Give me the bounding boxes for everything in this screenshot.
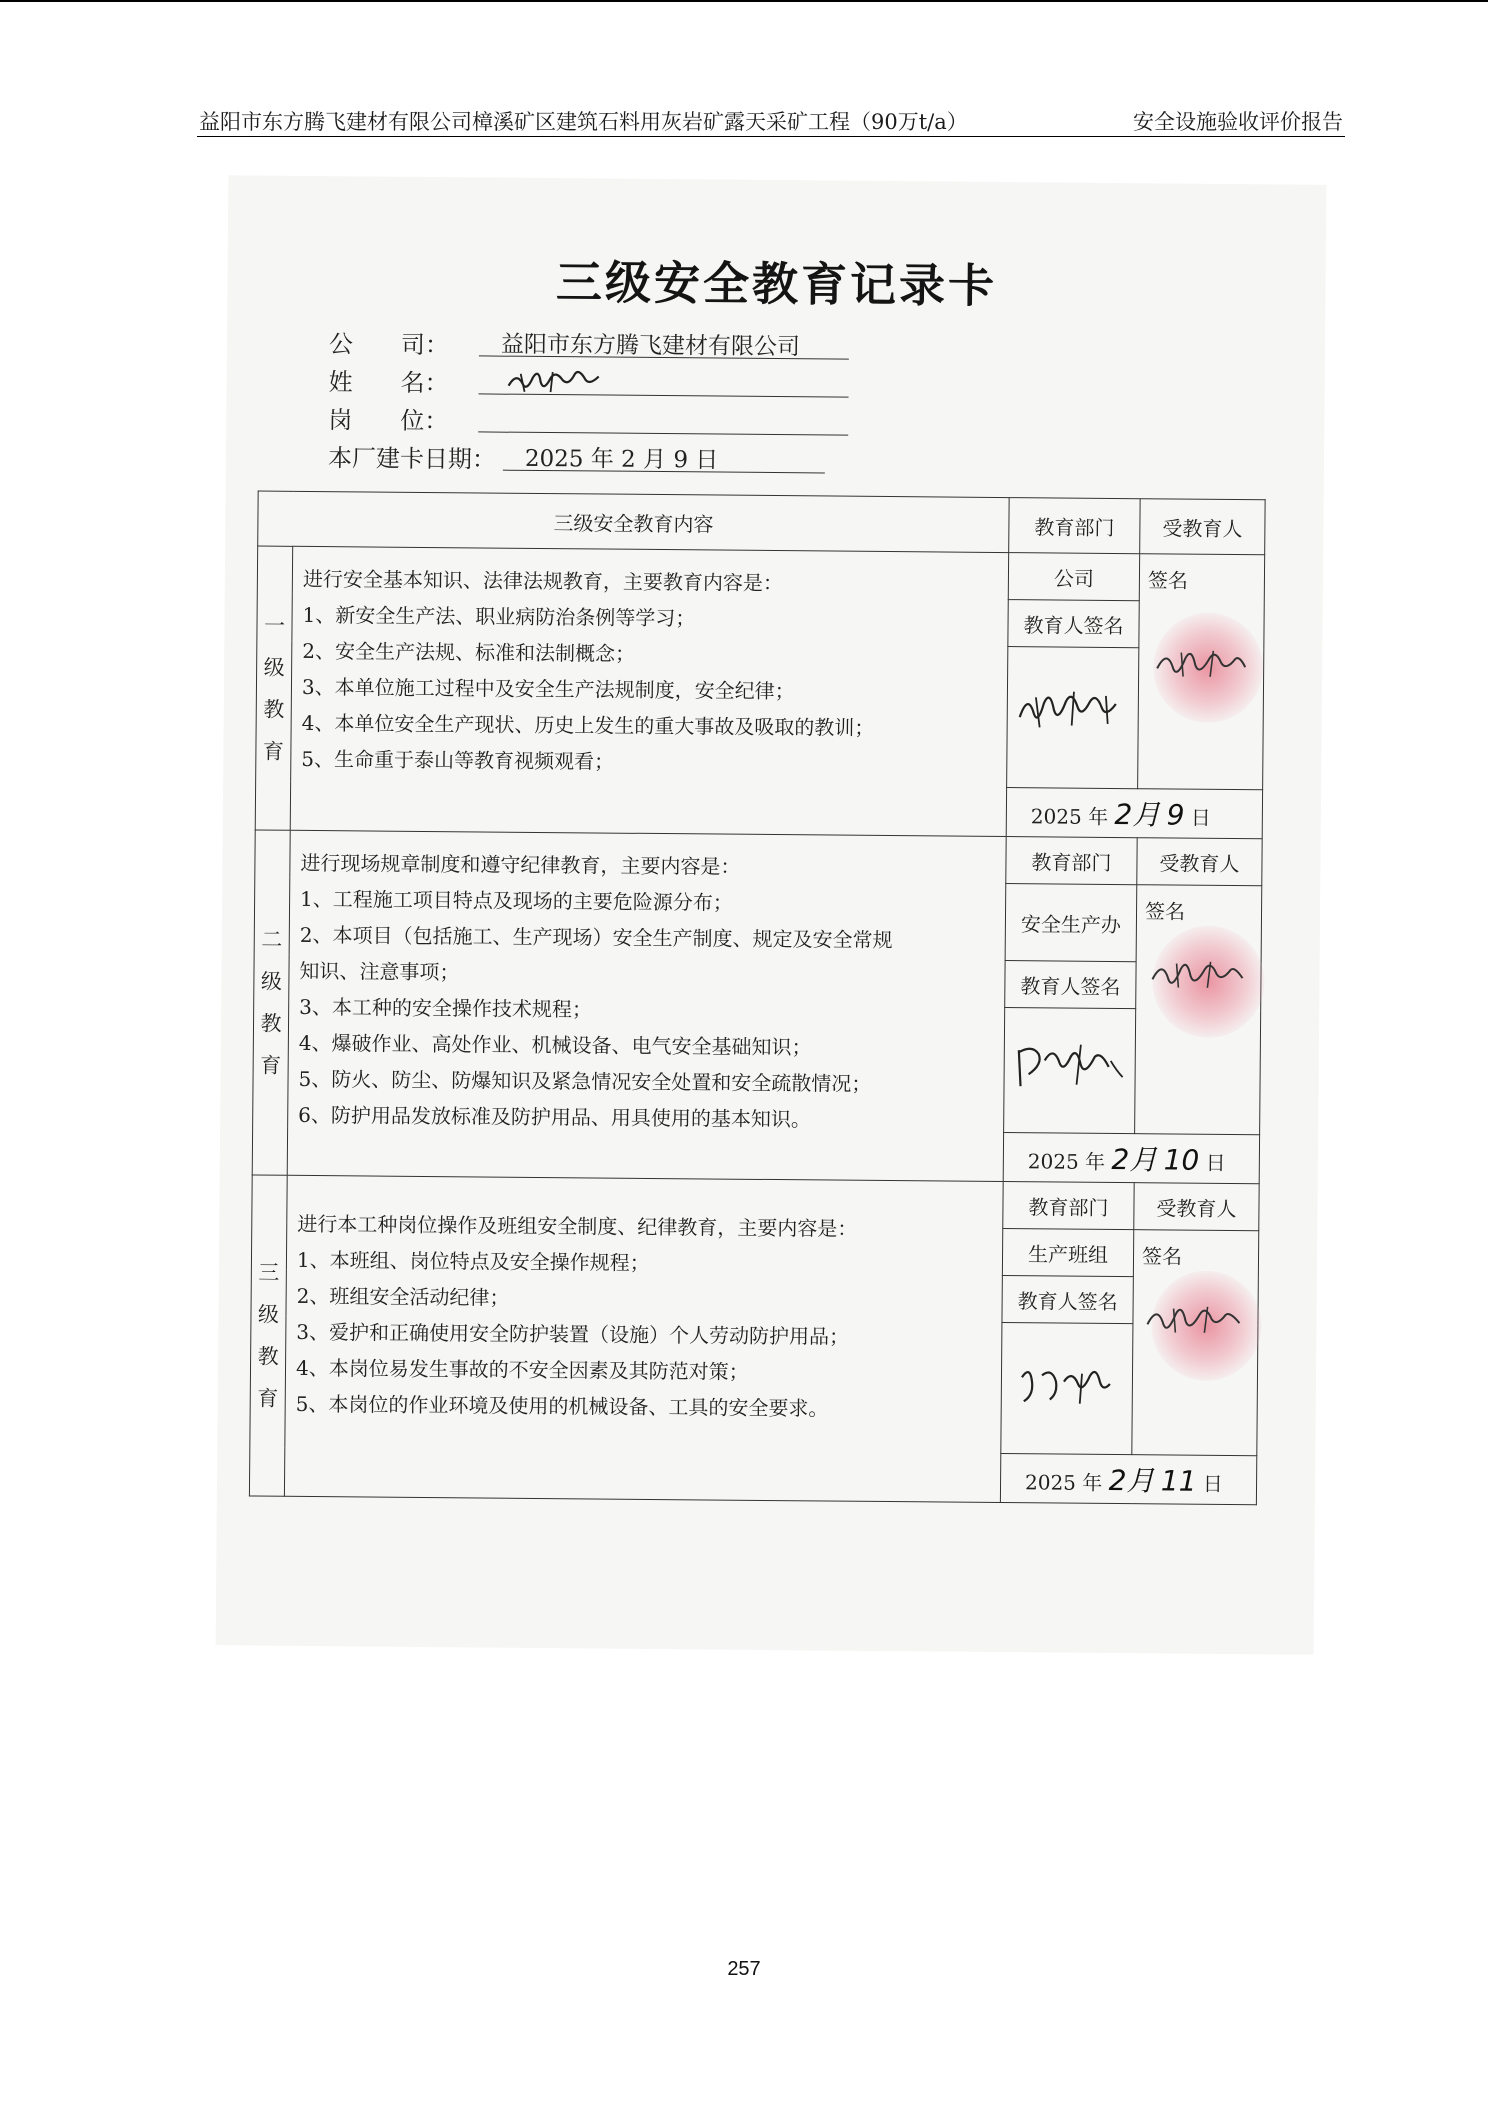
level-2-educator-signature: [1004, 1008, 1136, 1134]
list-item: 6、防护用品发放标准及防护用品、用具使用的基本知识。: [298, 1102, 812, 1132]
educator-signature-mark: [1012, 1353, 1123, 1424]
header-dept: 教育部门: [1009, 498, 1140, 554]
list-item: 5、生命重于泰山等教育视频观看；: [301, 746, 615, 774]
post-value: [478, 401, 848, 435]
list-item: 4、爆破作业、高处作业、机械设备、电气安全基础知识；: [298, 1030, 812, 1060]
trainee-signature-mark: [1146, 945, 1259, 1006]
company-label: 公 司：: [328, 330, 450, 360]
educator-sign-label: 教育人签名: [1002, 1276, 1133, 1324]
top-rule: [0, 0, 1488, 2]
list-item: 3、爱护和正确使用安全防护装置（设施）个人劳动防护用品；: [296, 1319, 850, 1349]
level-3-label: 三 级 教 育: [249, 1175, 287, 1496]
list-item: 1、新安全生产法、职业病防治条例等学习；: [302, 602, 696, 631]
level-1-content: [290, 546, 1008, 836]
level-2-trainee-signature: 签名: [1135, 885, 1262, 1135]
list-item: 1、工程施工项目特点及现场的主要危险源分布；: [300, 886, 733, 915]
issue-date-label: 本厂建卡日期：: [327, 444, 497, 474]
level-2-content: [287, 830, 1006, 1181]
header-content: 三级安全教育内容: [258, 491, 1009, 553]
list-item: 5、本岗位的作业环境及使用的机械设备、工具的安全要求。: [295, 1391, 829, 1421]
list-item: 3、本单位施工过程中及安全生产法规制度，安全纪律；: [301, 674, 795, 704]
trainee-signature-mark: [1141, 1290, 1258, 1351]
level-3-content: [284, 1175, 1003, 1502]
level-2-trainee-header: 受教育人: [1137, 838, 1262, 886]
level-3-educator-signature: [1001, 1323, 1133, 1455]
list-item: 2、本项目（包括施工、生产现场）安全生产制度、规定及安全常规: [299, 922, 893, 953]
issue-date-value: 2025 年 2 月 9 日: [503, 440, 825, 474]
company-value: 益阳市东方腾飞建材有限公司: [479, 325, 849, 359]
name-row: [329, 362, 449, 398]
company-row: [328, 324, 801, 361]
level-2-date: 2025 年 2月 10 日: [1003, 1133, 1259, 1184]
level-1-dept: 公司: [1008, 553, 1139, 601]
header-project-title: 益阳市东方腾飞建材有限公司樟溪矿区建筑石料用灰岩矿露天采矿工程（90万t/a）: [199, 110, 968, 134]
educator-signature-mark: [1010, 1030, 1131, 1101]
name-label: 姓 名：: [328, 368, 449, 398]
educator-signature-mark: [1013, 677, 1134, 748]
level-2-dept-header: 教育部门: [1006, 837, 1137, 885]
level-3-intro: 进行本工种岗位操作及班组安全制度、纪律教育，主要内容是：: [297, 1211, 858, 1241]
level-2-dept: 安全生产办: [1005, 884, 1137, 962]
level-2-label: 二 级 教 育: [252, 830, 290, 1175]
list-item: 5、防火、防尘、防爆知识及紧急情况安全处置和安全疏散情况；: [298, 1066, 872, 1096]
level-3-trainee-header: 受教育人: [1134, 1183, 1259, 1231]
post-label: 岗 位：: [328, 406, 449, 436]
level-3-dept-header: 教育部门: [1003, 1182, 1134, 1230]
level-3-dept: 生产班组: [1002, 1229, 1133, 1277]
list-item: 知识、注意事项；: [299, 958, 460, 985]
name-signature: [479, 363, 849, 397]
list-item: 3、本工种的安全操作技术规程；: [299, 994, 593, 1022]
list-item: 4、本单位安全生产现状、历史上发生的重大事故及吸取的教训；: [301, 710, 875, 740]
trainee-signature-mark: [1151, 634, 1262, 695]
level-2-intro: 进行现场规章制度和遵守纪律教育，主要内容是：: [300, 850, 741, 879]
list-item: 2、安全生产法规、标准和法制概念；: [302, 638, 636, 666]
post-row: [328, 400, 448, 436]
level-1-date: 2025 年 2月 9 日: [1006, 788, 1262, 839]
header-report-type: 安全设施验收评价报告: [1133, 110, 1343, 134]
page-number: 257: [727, 1958, 761, 1980]
issue-date-row: [327, 438, 719, 474]
level-1-intro: 进行安全基本知识、法律法规教育，主要教育内容是：: [302, 566, 784, 596]
list-item: 2、班组安全活动纪律；: [296, 1283, 510, 1310]
educator-sign-label: 教育人签名: [1008, 600, 1139, 648]
scanned-record-card: [216, 175, 1327, 1655]
level-3-trainee-signature: 签名: [1132, 1230, 1259, 1456]
list-item: 1、本班组、岗位特点及安全操作规程；: [296, 1247, 650, 1275]
level-1-label: 一 级 教 育: [255, 546, 292, 830]
handwritten-name-signature: [501, 364, 621, 399]
running-header: [197, 102, 1345, 137]
level-1-trainee-signature: 签名: [1138, 554, 1265, 790]
level-1-educator-signature: [1007, 647, 1139, 789]
educator-sign-label: 教育人签名: [1005, 961, 1136, 1009]
card-title: 三级安全教育记录卡: [555, 255, 998, 313]
education-record-table: [249, 491, 1266, 1506]
list-item: 4、本岗位易发生事故的不安全因素及其防范对策；: [295, 1355, 749, 1384]
level-3-date: 2025 年 2月 11 日: [1000, 1454, 1256, 1505]
header-trainee: 受教育人: [1140, 499, 1265, 555]
